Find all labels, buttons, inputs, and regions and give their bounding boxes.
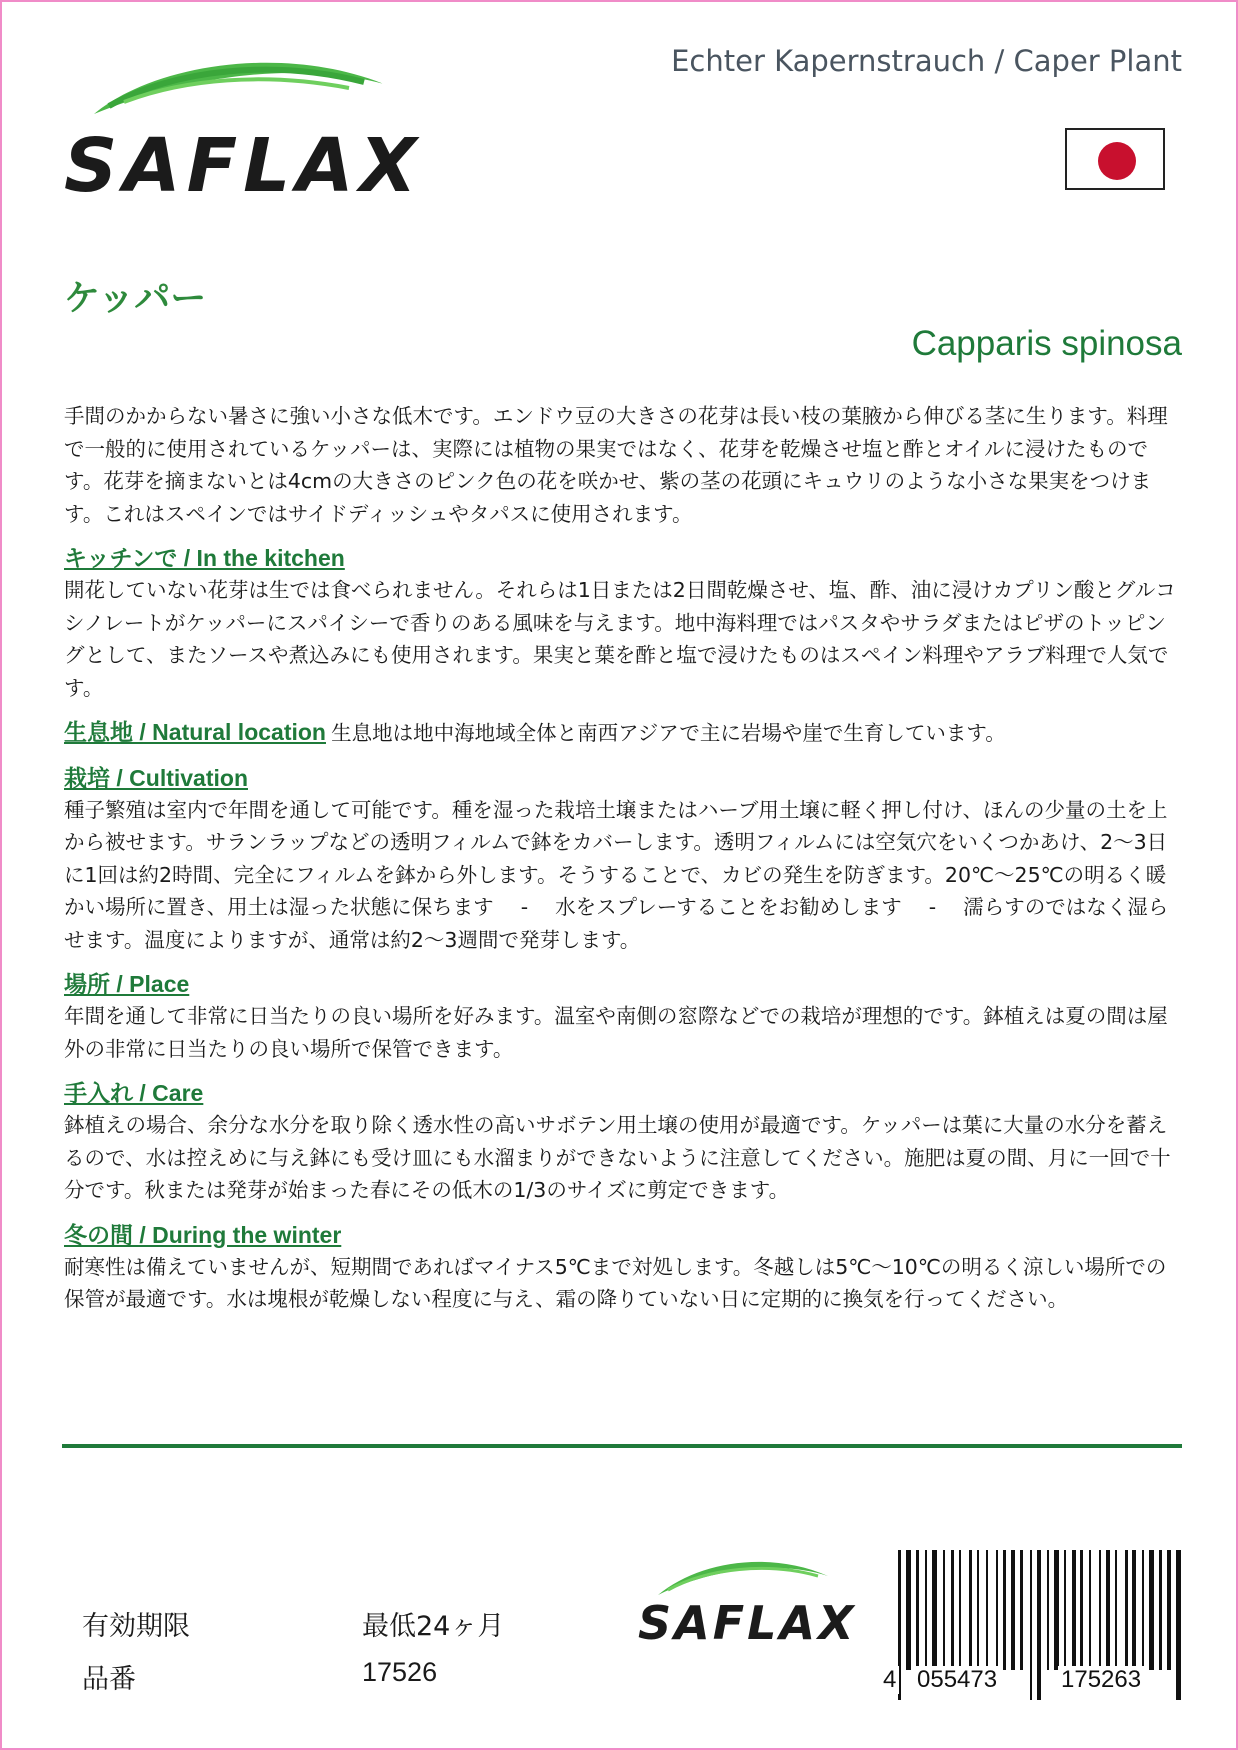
section-heading: 冬の間 / During the winter xyxy=(64,1221,342,1248)
section-heading: 栽培 / Cultivation xyxy=(64,764,248,791)
section-text: 鉢植えの場合、余分な水分を取り除く透水性の高いサボテン用土壌の使用が最適です。ケッパーは葉に大量の水分を蓄えるので、水は控えめに与え鉢にも受け皿にも水溜まりができないように注意してください。施肥は夏の間、月に一回で十分です。秋または発芽が始まった春にその低木の1/3のサイズに剪定できます。 xyxy=(64,1113,1171,1202)
section-winter xyxy=(64,1219,1182,1316)
barcode-first-digit: 4 xyxy=(880,1666,899,1694)
section-text: 開花していない花芽は生では食べられません。それらは1日または2日間乾燥させ、塩、酢、油に浸けカプリン酸とグルコシノレートがケッパーにスパイシーで香りのある風味を与えます。地中海料理ではパスタやサラダまたはピザのトッピングとして、またソースや煮込みにも使用されます。果実と葉を酢と塩で浸けたものはスペイン料理やアラブ料理で人気です。 xyxy=(64,578,1176,700)
section-care xyxy=(64,1077,1182,1207)
expiry-value: 最低24ヶ月 xyxy=(362,1611,505,1642)
section-text: 年間を通して非常に日当たりの良い場所を好みます。温室や南側の窓際などでの栽培が理想的です。鉢植えは夏の間は屋外の非常に日当たりの良い場所で保管できます。 xyxy=(64,1004,1168,1061)
main-content xyxy=(64,400,1182,1316)
product-name-japanese: ケッパー xyxy=(64,278,207,319)
brand-wordmark: SAFLAX xyxy=(638,1596,857,1650)
green-divider xyxy=(62,1444,1182,1448)
saflax-logo xyxy=(64,44,423,209)
leaf-swoosh-icon xyxy=(64,44,404,134)
barcode-left-digits: 055473 xyxy=(914,1666,1000,1694)
barcode xyxy=(880,1550,1185,1700)
product-title-header: Echter Kapernstrauch / Caper Plant xyxy=(671,44,1182,78)
barcode-right-digits: 175263 xyxy=(1058,1666,1144,1694)
section-text: 耐寒性は備えていませんが、短期間であればマイナス5℃まで対処します。冬越しは5℃〜10℃の明るく涼しい場所での保管が最適です。水は塊根が乾燥しない程度に与え、霜の降りていない日に定期的に換気を行ってください。 xyxy=(64,1254,1167,1311)
latin-name: Capparis spinosa xyxy=(911,324,1182,363)
brand-wordmark: SAFLAX xyxy=(64,123,423,209)
section-place xyxy=(64,968,1182,1065)
section-cultivation xyxy=(64,762,1182,957)
section-heading: 生息地 / Natural location xyxy=(64,719,326,745)
intro-paragraph: 手間のかからない暑さに強い小さな低木です。エンドウ豆の大きさの花芽は長い枝の葉腋から伸びる茎に生ります。料理で一般的に使用されているケッパーは、実際には植物の果実ではなく、花芽を乾燥させ塩と酢とオイルに浸けたものです。花芽を摘まないとは4cmの大きさのピンク色の花を咲かせ、紫の茎の花頭にキュウリのような小さな果実をつけます。これはスペインではサイドディッシュやタパスに使用されます。 xyxy=(64,404,1168,526)
section-text: 種子繁殖は室内で年間を通して可能です。種を湿った栽培土壌またはハーブ用土壌に軽く押し付け、ほんの少量の土を上から被せます。サランラップなどの透明フィルムで鉢をカバーします。透明フィルムには空気穴をいくつかあけ、2～3日に1回は約2時間、完全にフィルムを鉢から外します。そうすることで、カビの発生を防ぎます。20℃〜25℃の明るく暖かい場所に置き、用土は湿った状態に保ちます - 水をスプレーすることをお勧めします - 濡らすのではなく湿らせます。温度によりますが、通常は約2〜3週間で発芽します。 xyxy=(64,797,1169,952)
expiry-label: 有効期限 xyxy=(82,1611,190,1642)
japan-flag-icon xyxy=(1065,128,1165,190)
item-number-value: 17526 xyxy=(362,1657,438,1687)
section-natural-location xyxy=(64,716,1182,750)
section-heading: キッチンで / In the kitchen xyxy=(64,545,345,571)
item-number-label: 品番 xyxy=(82,1664,136,1695)
section-text: 生息地は地中海地域全体と南西アジアで主に岩場や崖で生育しています。 xyxy=(331,721,1006,745)
section-heading: 場所 / Place xyxy=(64,971,190,997)
section-kitchen xyxy=(64,542,1182,704)
section-heading: 手入れ / Care xyxy=(64,1080,204,1106)
saflax-logo-small xyxy=(638,1550,857,1650)
